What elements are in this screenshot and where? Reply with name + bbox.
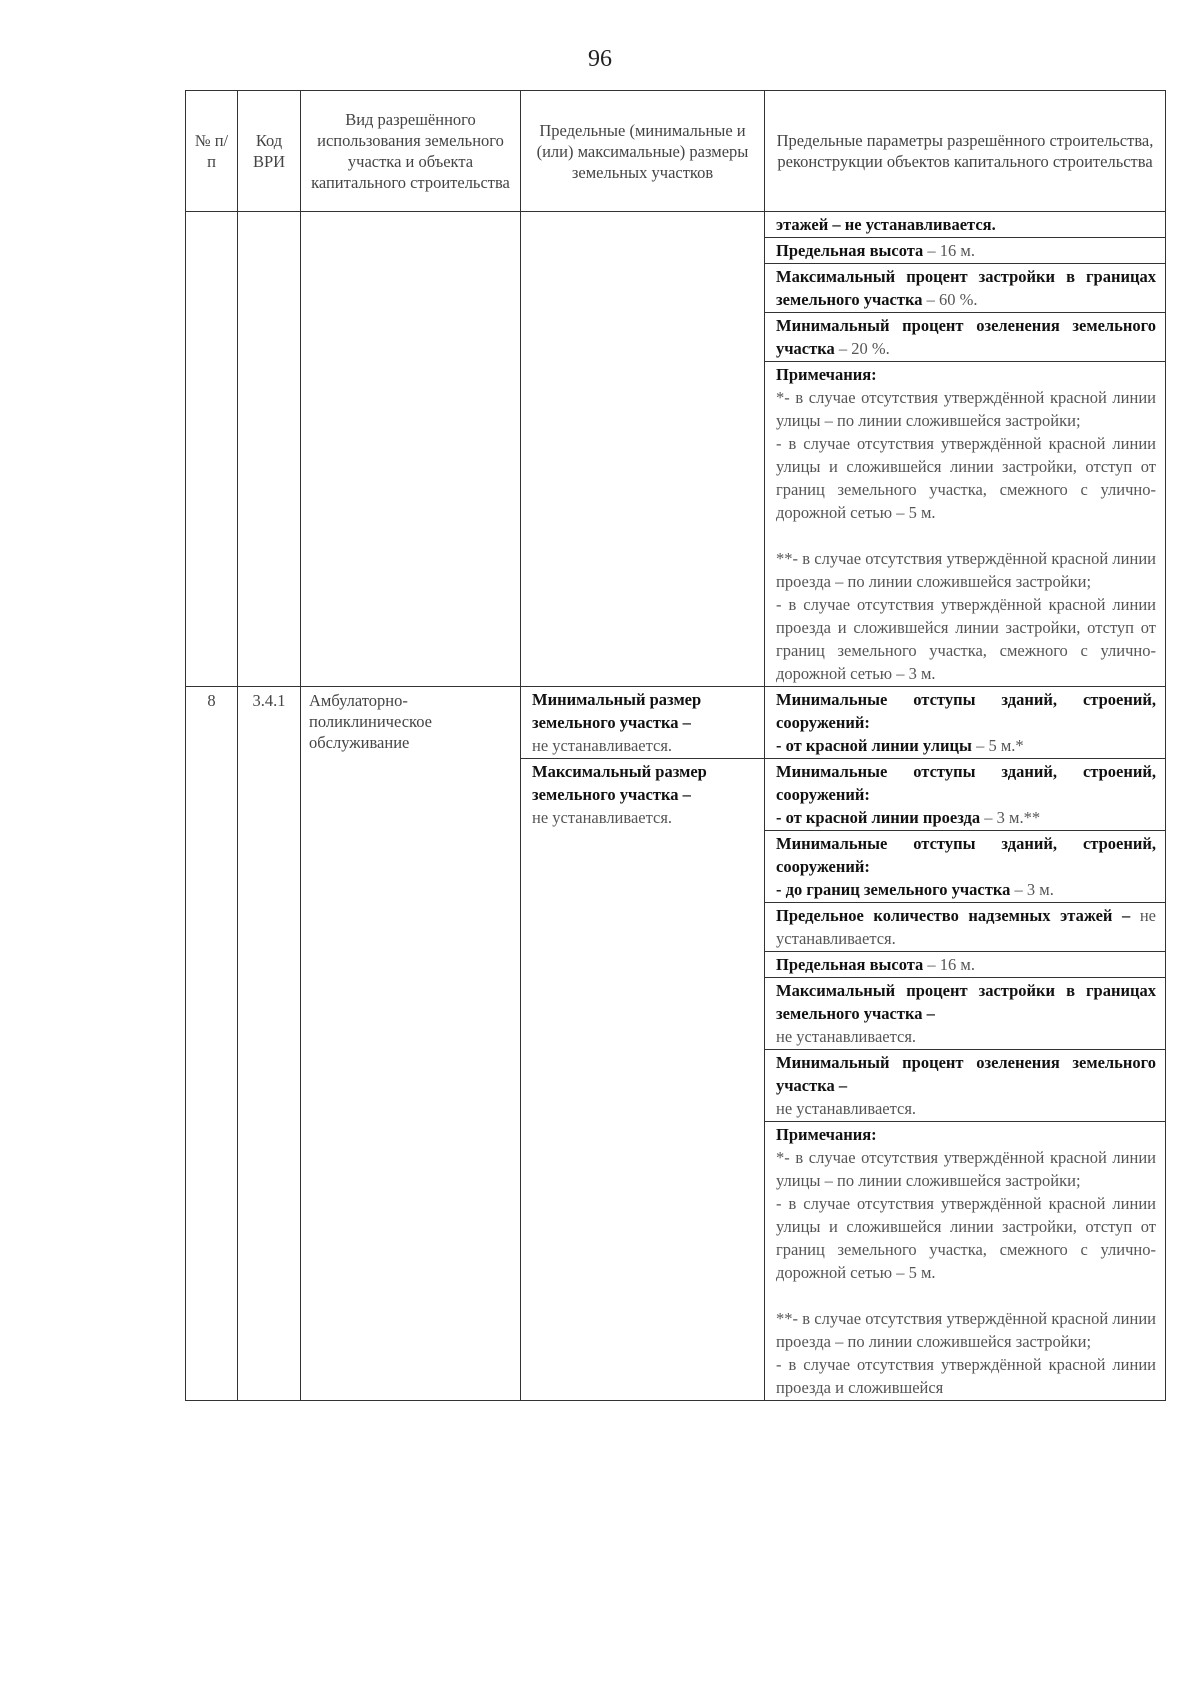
params-cell: [765, 687, 1165, 1400]
page-number: 96: [588, 46, 612, 72]
param-block: Максимальный процент застройки в границах земельного участка – 60 %.: [765, 264, 1165, 313]
row-number: 8: [186, 687, 238, 1400]
row-code: 3.4.1: [238, 687, 301, 1400]
row-usage-type: Амбулаторно-поликлиническое обслуживание: [301, 687, 521, 1400]
param-block: Предельная высота – 16 м.: [765, 238, 1165, 264]
notes-title: Примечания:: [776, 365, 877, 384]
note: - в случае отсутствия утверждённой красной линии улицы и сложившейся линии застройки, отступ от границ земельного участка, смежного с улично-дорожной сетью – 5 м.: [776, 434, 1156, 522]
param-block: Максимальный процент застройки в границах земельного участка – не устанавливается.: [765, 978, 1165, 1050]
notes-title: Примечания:: [776, 1125, 877, 1144]
param-block: Минимальные отступы зданий, строений, сооружений: - от красной линии проезда – 3 м.**: [765, 759, 1165, 831]
params-cell: [765, 212, 1165, 686]
header-code: Код ВРИ: [238, 91, 301, 211]
size-min-block: Минимальный размер земельного участка – не устанавливается.: [521, 687, 764, 759]
plot-sizes-cell: [521, 687, 765, 1400]
param-block: Предельная высота – 16 м.: [765, 952, 1165, 978]
param-block: Предельное количество надземных этажей – не устанавливается.: [765, 903, 1165, 952]
table-header: [186, 91, 1165, 212]
note: - в случае отсутствия утверждённой красной линии проезда и сложившейся линии застройки, отступ от границ земельного участка, смежного с улично-дорожной сетью – 3 м.: [776, 595, 1156, 683]
param-block: Минимальный процент озеленения земельного участка – 20 %.: [765, 313, 1165, 362]
notes-block: [765, 1122, 1165, 1400]
header-plot-sizes: Предельные (минимальные и (или) максимальные) размеры земельных участков: [521, 91, 765, 211]
notes-block: [765, 362, 1165, 686]
param-block: этажей – не устанавливается.: [765, 212, 1165, 238]
header-number: № п/п: [186, 91, 238, 211]
note: **- в случае отсутствия утверждённой красной линии проезда – по линии сложившейся застройки;: [776, 1309, 1156, 1351]
param-block: Минимальные отступы зданий, строений, сооружений: - от красной линии улицы – 5 м.*: [765, 687, 1165, 759]
header-construction-params: Предельные параметры разрешённого строительства, реконструкции объектов капитального строительства: [776, 131, 1154, 171]
note: - в случае отсутствия утверждённой красной линии улицы и сложившейся линии застройки, отступ от границ земельного участка, смежного с улично-дорожной сетью – 5 м.: [776, 1194, 1156, 1282]
note: - в случае отсутствия утверждённой красной линии проезда и сложившейся: [776, 1355, 1156, 1397]
note: *- в случае отсутствия утверждённой красной линии улицы – по линии сложившейся застройки;: [776, 388, 1156, 430]
regulations-table: [185, 90, 1166, 1401]
table-row-8: [186, 687, 1165, 1400]
size-max-block: Максимальный размер земельного участка – не устанавливается.: [532, 762, 707, 827]
note: **- в случае отсутствия утверждённой красной линии проезда – по линии сложившейся застройки;: [776, 549, 1156, 591]
note: *- в случае отсутствия утверждённой красной линии улицы – по линии сложившейся застройки;: [776, 1148, 1156, 1190]
param-block: Минимальный процент озеленения земельного участка – не устанавливается.: [765, 1050, 1165, 1122]
param-block: Минимальные отступы зданий, строений, сооружений: - до границ земельного участка – 3 м.: [765, 831, 1165, 903]
table-row-previous: [186, 212, 1165, 687]
header-usage-type: Вид разрешённого использования земельного участка и объекта капитального строительства: [301, 91, 521, 211]
